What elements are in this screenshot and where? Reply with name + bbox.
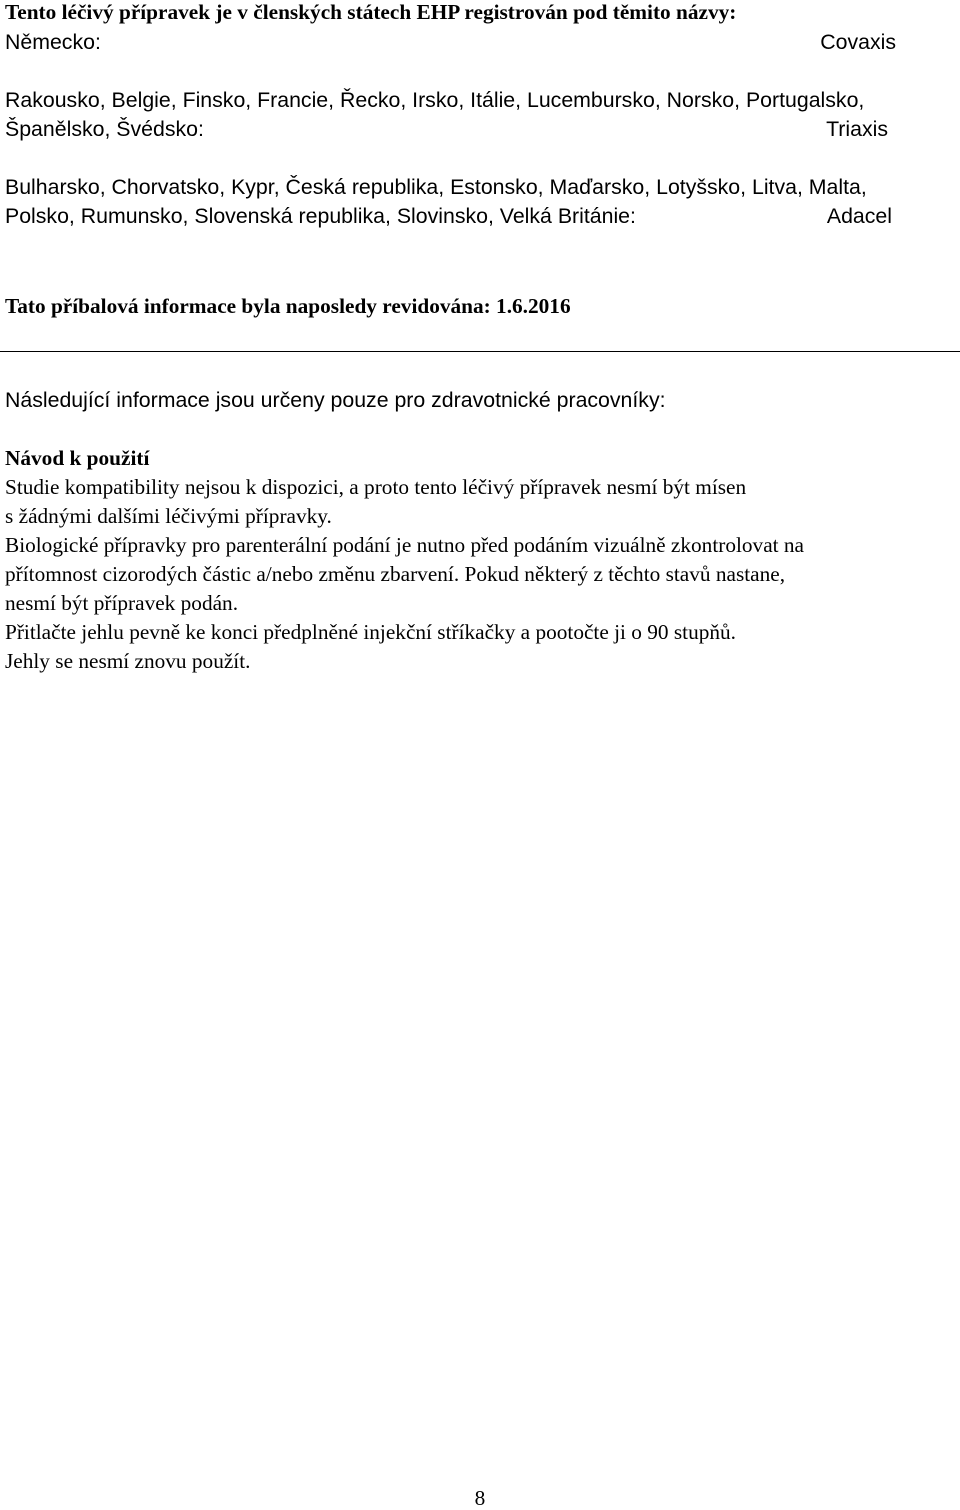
instructions-line: Biologické přípravky pro parenterální podání je nutno před podáním vizuálně zkontrolovat na bbox=[5, 533, 804, 557]
professionals-note: Následující informace jsou určeny pouze pro zdravotnické pracovníky: bbox=[5, 388, 666, 412]
instructions-heading: Návod k použití bbox=[5, 446, 150, 470]
instructions-line: nesmí být přípravek podán. bbox=[5, 591, 239, 615]
revision-date: Tato příbalová informace byla naposledy revidována: 1.6.2016 bbox=[5, 294, 571, 318]
instructions-line: Jehly se nesmí znovu použít. bbox=[5, 649, 251, 673]
entry-adacel-name: Adacel bbox=[826, 204, 892, 228]
entry-adacel-countries-line2: Polsko, Rumunsko, Slovenská republika, Slovinsko, Velká Británie: bbox=[5, 204, 636, 228]
entry-triaxis-countries-line1: Rakousko, Belgie, Finsko, Francie, Řecko, Irsko, Itálie, Lucembursko, Norsko, Portugalsko, bbox=[5, 88, 865, 112]
instructions-line: přítomnost cizorodých částic a/nebo změnu zbarvení. Pokud některý z těchto stavů nastane, bbox=[5, 562, 786, 586]
entry-adacel-countries-line1: Bulharsko, Chorvatsko, Kypr, Česká republika, Estonsko, Maďarsko, Lotyšsko, Litva, Malta, bbox=[5, 175, 867, 199]
instructions-line: s žádnými dalšími léčivými přípravky. bbox=[5, 504, 332, 528]
instructions-line: Přitlačte jehlu pevně ke konci předplněné injekční stříkačky a pootočte ji o 90 stupňů. bbox=[5, 620, 736, 644]
entry-triaxis-name: Triaxis bbox=[826, 117, 888, 141]
page-number: 8 bbox=[474, 1486, 486, 1510]
section-divider bbox=[0, 351, 960, 352]
entry-germany-countries: Německo: bbox=[5, 30, 101, 54]
entry-triaxis-countries-line2: Španělsko, Švédsko: bbox=[5, 117, 204, 141]
registration-heading: Tento léčivý přípravek je v členských státech EHP registrován pod těmito názvy: bbox=[5, 0, 737, 24]
entry-germany-name: Covaxis bbox=[820, 30, 896, 54]
instructions-line: Studie kompatibility nejsou k dispozici, a proto tento léčivý přípravek nesmí být mísen bbox=[5, 475, 747, 499]
